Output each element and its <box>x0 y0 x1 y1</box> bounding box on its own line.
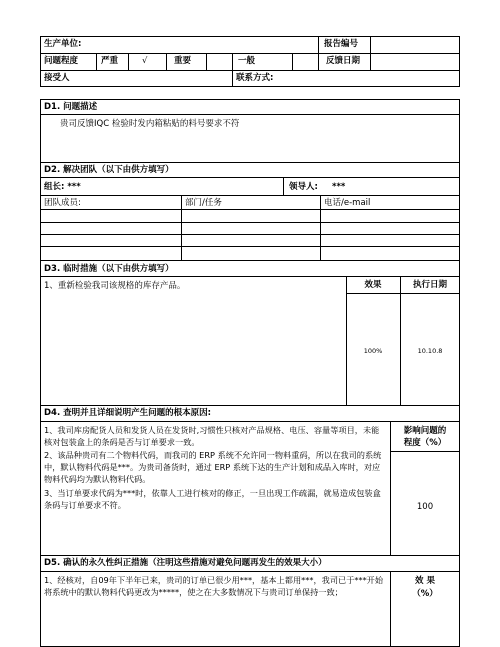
d2-col-divider <box>320 196 321 261</box>
d2-contact-label: 电话/e-mail <box>324 198 371 208</box>
header-col-divider <box>166 53 167 70</box>
d3-date-value: 10.10.8 <box>417 347 443 355</box>
header-col-divider <box>292 53 293 70</box>
feedback-date-label: 反馈日期 <box>326 56 361 66</box>
header-col-divider <box>318 36 319 70</box>
d5-title: D5. 确认的永久性纠正措施（注明这些措施对避免问题再发生的效果大小） <box>44 558 327 568</box>
d4-title: D4. 查明并且详细说明产生问题的根本原因: <box>44 408 212 418</box>
header-row-divider <box>40 53 460 54</box>
d4-impact-divider <box>390 451 460 452</box>
d2-team-row <box>40 223 460 235</box>
d5-effect-label-2: （%） <box>412 589 438 599</box>
d5-effect-label-1: 效 果 <box>415 576 435 586</box>
report-no-label: 报告编号 <box>324 39 359 49</box>
production-unit-label: 生产单位: <box>44 39 82 49</box>
d4-cause-3: 3、当订单要求代码为***时，依靠人工进行核对的修正，一旦出现工作疏漏，就易造成包装盒条码与订单要求不符。 <box>44 488 381 510</box>
d3-item-1: 1、重新检验我司该规格的库存产品。 <box>44 281 186 291</box>
severity-important-label: 重要 <box>174 56 192 66</box>
d3-col-divider <box>346 277 347 405</box>
severity-general-label: 一般 <box>238 56 256 66</box>
d2-members-row <box>40 196 460 210</box>
d1-title-row <box>40 99 460 115</box>
header-col-divider <box>370 36 371 70</box>
d2-title: D2. 解决团队（以下由供方填写） <box>44 165 174 175</box>
receiver-label: 接受人 <box>44 73 70 83</box>
d4-impact-label-1: 影响问题的 <box>403 426 447 436</box>
header-col-divider <box>206 53 207 70</box>
d4-cause-2: 2、该品种贵司有二个物料代码，而我司的 ERP 系统不允许同一物料重码，所以在我司的系统中，默认物料代码是***。为贵司备货时，通过 ERP 系统下达的生产计划和成品入库时，对应物料代码均为默认物料代码。 <box>44 450 382 484</box>
header-col-divider <box>96 53 97 70</box>
d1-description: 贵司反馈IQC 检验时发内箱粘贴的料号要求不符 <box>60 119 240 129</box>
d3-col-divider <box>400 277 401 405</box>
d4-impact-value: 100 <box>416 502 434 512</box>
d3-effect-label: 效果 <box>364 280 382 290</box>
d2-team-row <box>40 210 460 223</box>
d2-director-label: 领导人: <box>289 182 318 192</box>
d1-title: D1. 问题描述 <box>44 102 98 112</box>
severity-label: 问题程度 <box>44 56 79 66</box>
d2-members-label: 团队成员: <box>44 198 81 208</box>
header-col-divider <box>232 70 233 87</box>
contact-label: 联系方式: <box>236 73 274 83</box>
d2-team-row <box>40 235 460 247</box>
severity-serious-label: 严重 <box>101 56 119 66</box>
d2-director-value: *** <box>332 182 346 192</box>
d4-impact-label-2: 程度（%） <box>403 438 447 448</box>
d3-title: D3. 临时措施（以下由供方填写） <box>44 264 174 274</box>
severity-check-mark: √ <box>142 56 148 66</box>
d2-col-divider <box>181 196 182 261</box>
d3-header-divider <box>346 293 460 294</box>
header-col-divider <box>128 53 129 70</box>
d2-team-row <box>40 247 460 261</box>
d2-col-divider <box>283 178 284 196</box>
header-row-divider <box>40 70 460 71</box>
header-col-divider <box>232 53 233 70</box>
d3-effect-value: 100% <box>363 347 383 355</box>
d4-cause-1: 1、我司库房配货人员和发货人员在发货时,习惯性只核对产品规格、电压、容量等项目，未能核对包装盒上的条码是否与订单要求一致。 <box>44 425 380 447</box>
d5-measure-1: 1、经核对，自09年下半年已来，贵司的订单已很少用***，基本上都用***，我司已于***开始将系统中的默认物料代码更改为*****，使之在大多数情况下与贵司订单保持一致； <box>44 575 384 597</box>
d2-leader-label: 组长: *** <box>44 182 81 192</box>
d2-leader-row <box>40 178 460 196</box>
d2-dept-label: 部门/任务 <box>185 198 222 208</box>
d3-date-label: 执行日期 <box>412 280 447 290</box>
